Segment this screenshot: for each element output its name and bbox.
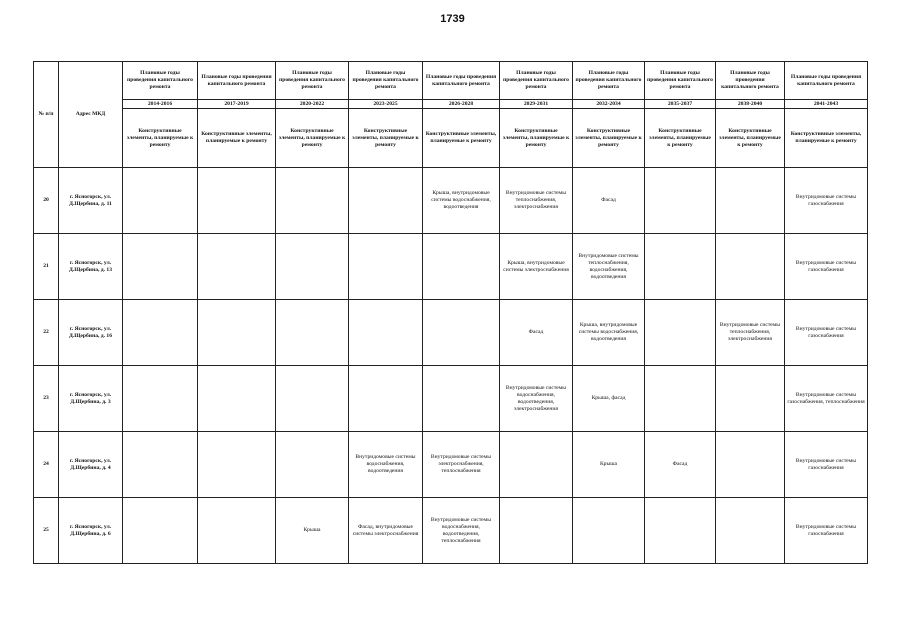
row-address: г. Ясногорск, ул. Д.Щербина, д. 4 [59, 432, 123, 498]
repair-elements-cell [349, 234, 423, 300]
repair-elements-cell: Крыша [276, 498, 349, 564]
repair-elements-cell: Внутридомовые системы газоснабжения [785, 498, 868, 564]
repair-elements-cell [276, 168, 349, 234]
header-elements-label: Конструктивные элементы, планируемые к ремонту [349, 109, 423, 168]
header-elements-label: Конструктивные элементы, планируемые к ремонту [785, 109, 868, 168]
repair-elements-cell [645, 234, 716, 300]
repair-elements-cell: Внутридомовые системы газоснабжения [785, 300, 868, 366]
repair-elements-cell: Внутридомовые системы водоснабжения, водоотведения, электроснабжения [500, 366, 573, 432]
header-years: 2020-2022 [276, 100, 349, 109]
repair-elements-cell: Крыша, внутридомовые системы электроснабжения [500, 234, 573, 300]
repair-elements-cell [276, 234, 349, 300]
row-number: 24 [34, 432, 59, 498]
repair-elements-cell: Внутридомовые системы электроснабжения, теплоснабжения [423, 432, 500, 498]
header-years: 2035-2037 [645, 100, 716, 109]
repair-elements-cell [198, 432, 276, 498]
table-row [34, 234, 868, 300]
repair-elements-cell [716, 168, 785, 234]
row-address: г. Ясногорск, ул. Д.Щербина, д. 16 [59, 300, 123, 366]
repair-elements-cell [276, 432, 349, 498]
repair-elements-cell [500, 498, 573, 564]
repair-elements-cell [645, 300, 716, 366]
header-elements-label: Конструктивные элементы, планируемые к ремонту [423, 109, 500, 168]
repair-elements-cell [276, 366, 349, 432]
repair-elements-cell: Фасад, внутридомовые системы электроснабжения [349, 498, 423, 564]
repair-elements-cell [423, 300, 500, 366]
repair-elements-cell [198, 168, 276, 234]
table-row [34, 168, 868, 234]
header-period-label: Плановые годы проведения капитального ремонта [198, 62, 276, 100]
repair-elements-cell: Фасад [573, 168, 645, 234]
header-number: № п/п [34, 62, 59, 168]
header-elements-label: Конструктивные элементы, планируемые к ремонту [645, 109, 716, 168]
repair-elements-cell [716, 432, 785, 498]
repair-elements-cell: Внутридомовые системы водоснабжения, водоотведения [349, 432, 423, 498]
table-row [34, 300, 868, 366]
repair-elements-cell [573, 498, 645, 564]
repair-elements-cell [198, 498, 276, 564]
table-row [34, 432, 868, 498]
row-number: 21 [34, 234, 59, 300]
header-elements-label: Конструктивные элементы, планируемые к ремонту [573, 109, 645, 168]
repair-elements-cell [123, 498, 198, 564]
repair-elements-cell: Крыша [573, 432, 645, 498]
header-period-label: Плановые годы проведения капитального ремонта [423, 62, 500, 100]
header-years: 2041-2043 [785, 100, 868, 109]
row-number: 25 [34, 498, 59, 564]
repair-elements-cell [716, 498, 785, 564]
header-elements-label: Конструктивные элементы, планируемые к ремонту [276, 109, 349, 168]
repair-elements-cell [349, 168, 423, 234]
repair-elements-cell [645, 498, 716, 564]
repair-elements-cell: Внутридомовые системы теплоснабжения, электроснабжения [500, 168, 573, 234]
header-elements-label: Конструктивные элементы, планируемые к ремонту [716, 109, 785, 168]
row-address: г. Ясногорск, ул. Д.Щербина, д. 11 [59, 168, 123, 234]
repair-elements-cell: Крыша, фасад [573, 366, 645, 432]
repair-elements-cell [123, 432, 198, 498]
repair-elements-cell [198, 234, 276, 300]
row-number: 22 [34, 300, 59, 366]
repair-elements-cell: Внутридомовые системы газоснабжения [785, 168, 868, 234]
repair-elements-cell: Фасад [500, 300, 573, 366]
repair-elements-cell [123, 168, 198, 234]
repair-elements-cell [349, 300, 423, 366]
capital-repair-schedule-table [33, 61, 868, 564]
repair-elements-cell [123, 300, 198, 366]
repair-elements-cell [716, 234, 785, 300]
header-years: 2017-2019 [198, 100, 276, 109]
header-period-label: Плановые годы проведения капитального ремонта [349, 62, 423, 100]
repair-elements-cell: Внутридомовые системы теплоснабжения, водоснабжения, водоотведения [573, 234, 645, 300]
row-number: 23 [34, 366, 59, 432]
header-period-label: Плановые годы проведения капитального ремонта [500, 62, 573, 100]
repair-elements-cell: Внутридомовые системы водоснабжения, водоотведения, теплоснабжения [423, 498, 500, 564]
repair-elements-cell: Крыша, внутридомовые системы водоснабжения, водоотведения [573, 300, 645, 366]
repair-elements-cell: Внутридомовые системы газоснабжения [785, 432, 868, 498]
header-period-label: Плановые годы проведения капитального ремонта [716, 62, 785, 100]
header-years: 2026-2028 [423, 100, 500, 109]
repair-elements-cell: Внутридомовые системы газоснабжения [785, 234, 868, 300]
repair-elements-cell [198, 300, 276, 366]
repair-elements-cell [423, 366, 500, 432]
repair-elements-cell [349, 366, 423, 432]
repair-elements-cell: Крыша, внутридомовые системы водоснабжения, водоотведения [423, 168, 500, 234]
repair-elements-cell [645, 168, 716, 234]
repair-elements-cell [276, 300, 349, 366]
header-period-label: Плановые годы проведения капитального ремонта [123, 62, 198, 100]
repair-elements-cell: Внутридомовые системы теплоснабжения, электроснабжения [716, 300, 785, 366]
table-row [34, 498, 868, 564]
header-elements-label: Конструктивные элементы, планируемые к ремонту [123, 109, 198, 168]
header-years: 2029-2031 [500, 100, 573, 109]
row-address: г. Ясногорск, ул. Д.Щербина, д. 3 [59, 366, 123, 432]
row-number: 20 [34, 168, 59, 234]
header-elements-label: Конструктивные элементы, планируемые к ремонту [500, 109, 573, 168]
header-years: 2038-2040 [716, 100, 785, 109]
header-period-label: Плановые годы проведения капитального ремонта [573, 62, 645, 100]
page-number: 1739 [440, 13, 465, 25]
header-address: Адрес МКД [59, 62, 123, 168]
table-row [34, 366, 868, 432]
repair-elements-cell [123, 366, 198, 432]
header-elements-label: Конструктивные элементы, планируемые к ремонту [198, 109, 276, 168]
repair-elements-cell [645, 366, 716, 432]
header-period-label: Плановые годы проведения капитального ремонта [276, 62, 349, 100]
header-years: 2023-2025 [349, 100, 423, 109]
repair-elements-cell [123, 234, 198, 300]
row-address: г. Ясногорск, ул. Д.Щербина, д. 13 [59, 234, 123, 300]
repair-elements-cell [500, 432, 573, 498]
repair-elements-cell: Фасад [645, 432, 716, 498]
repair-elements-cell [423, 234, 500, 300]
repair-elements-cell [716, 366, 785, 432]
header-period-label: Плановые годы проведения капитального ремонта [785, 62, 868, 100]
repair-elements-cell [198, 366, 276, 432]
header-years: 2032-2034 [573, 100, 645, 109]
row-address: г. Ясногорск, ул. Д.Щербина, д. 6 [59, 498, 123, 564]
repair-elements-cell: Внутридомовые системы газоснабжения, теплоснабжения [785, 366, 868, 432]
header-period-label: Плановые годы проведения капитального ремонта [645, 62, 716, 100]
header-years: 2014-2016 [123, 100, 198, 109]
